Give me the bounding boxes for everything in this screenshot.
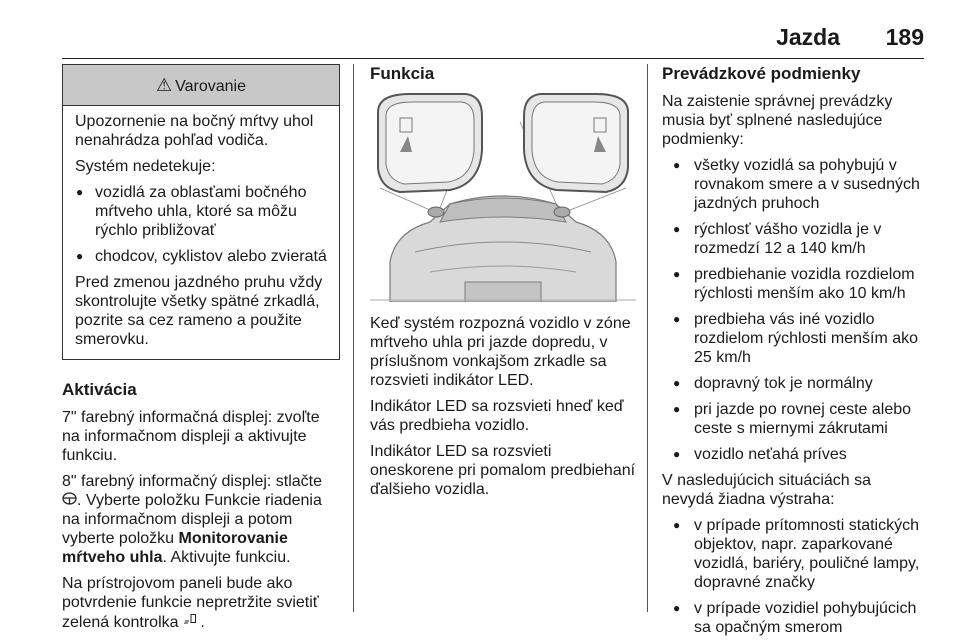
list-item: ● dopravný tok je normálny (662, 374, 926, 393)
column-middle (370, 64, 636, 612)
warning-paragraph: Upozornenie na bočný mŕtvy uhol nenahrádza pohľad vodiča. (75, 113, 314, 149)
warning-triangle-icon: ⚠ (156, 75, 173, 95)
paragraph: Keď systém rozpozná vozidlo v zóne mŕtveho uhla pri jazde dopredu, v príslušnom vonkajšom zrkadle sa rozsvieti indikátor LED. (370, 315, 631, 389)
page-header (62, 22, 924, 59)
list-item: ● chodcov, cyklistov alebo zvieratá (75, 247, 329, 266)
list-item: ● všetky vozidlá sa pohybujú v rovnakom smere a v susedných jazdných pruhoch (662, 156, 926, 213)
list-item: ● pri jazde po rovnej ceste alebo ceste s miernymi zákrutami (662, 400, 926, 438)
paragraph: Indikátor LED sa rozsvieti hneď keď vás predbieha vozidlo. (370, 398, 624, 434)
column-divider (647, 64, 648, 612)
warning-box (62, 64, 340, 360)
list-item: ● vozidlo neťahá príves (662, 445, 926, 464)
list-item: ● v prípade prítomnosti statických objektov, napr. zaparkované vozidlá, bariéry, pouličné lampy, dopravné značky (662, 516, 926, 592)
steering-wheel-icon (62, 491, 77, 510)
paragraph: Indikátor LED sa rozsvieti oneskorene pri pomalom predbiehaní ďalšieho vozidla. (370, 443, 636, 498)
text-span: . Vyberte položku Funkcie riadenia na informačnom displeji a potom vyberte položku (62, 492, 322, 547)
list-item: ● predbiehanie vozidla rozdielom rýchlosti menším ako 10 km/h (662, 265, 926, 303)
text-span: Na prístrojovom paneli bude ako potvrdenie funkcie nepretržite svietiť zelená kontrolka (62, 575, 319, 631)
section-title: Jazda (776, 24, 840, 50)
text-span: 8" farebný informačný displej: stlačte (62, 473, 323, 490)
section-heading-funkcia: Funkcia (370, 64, 435, 83)
warning-paragraph: Systém nedetekuje: (75, 158, 216, 175)
text-span: . (200, 614, 205, 631)
column-left (62, 64, 340, 631)
list-item: ● vozidlá za oblasťami bočného mŕtveho uhla, ktoré sa môžu rýchlo približovať (75, 183, 329, 240)
warning-header (63, 65, 339, 106)
paragraph: V nasledujúcich situáciách sa nevydá žiadna výstraha: (662, 472, 872, 508)
paragraph: 7" farebný informačná displej: zvoľte na informačnom displeji a aktivujte funkciu. (62, 409, 320, 464)
blind-spot-indicator-icon (183, 614, 200, 628)
column-right (662, 64, 926, 636)
list-item: ● v prípade vozidiel pohybujúcich sa opačným smerom (662, 599, 926, 637)
paragraph (62, 574, 340, 632)
mirror-illustration (370, 92, 636, 302)
section-heading-aktivacia: Aktivácia (62, 380, 137, 399)
warning-body (63, 106, 339, 359)
column-divider (353, 64, 354, 612)
paragraph: Na zaistenie správnej prevádzky musia byť splnené nasledujúce podmienky: (662, 93, 893, 148)
warning-paragraph: Pred zmenou jazdného pruhu vždy skontrolujte všetky spätné zrkadlá, pozrite sa cez rameno a použite smerovku. (75, 274, 323, 348)
warning-list (75, 183, 329, 266)
list-item: ● predbieha vás iné vozidlo rozdielom rýchlosti menším ako 25 km/h (662, 310, 926, 367)
list-item: ● rýchlosť vášho vozidla je v rozmedzí 12 a 140 km/h (662, 220, 926, 258)
section-heading-podmienky: Prevádzkové podmienky (662, 64, 861, 83)
page-number: 189 (885, 24, 924, 50)
conditions-list (662, 156, 926, 464)
warning-title: Varovanie (175, 78, 246, 95)
text-span: . Aktivujte funkciu. (162, 549, 291, 566)
paragraph (62, 472, 340, 567)
no-warning-list (662, 516, 926, 637)
menu-item-name: Monitorovanie mŕtveho uhla (62, 530, 288, 566)
